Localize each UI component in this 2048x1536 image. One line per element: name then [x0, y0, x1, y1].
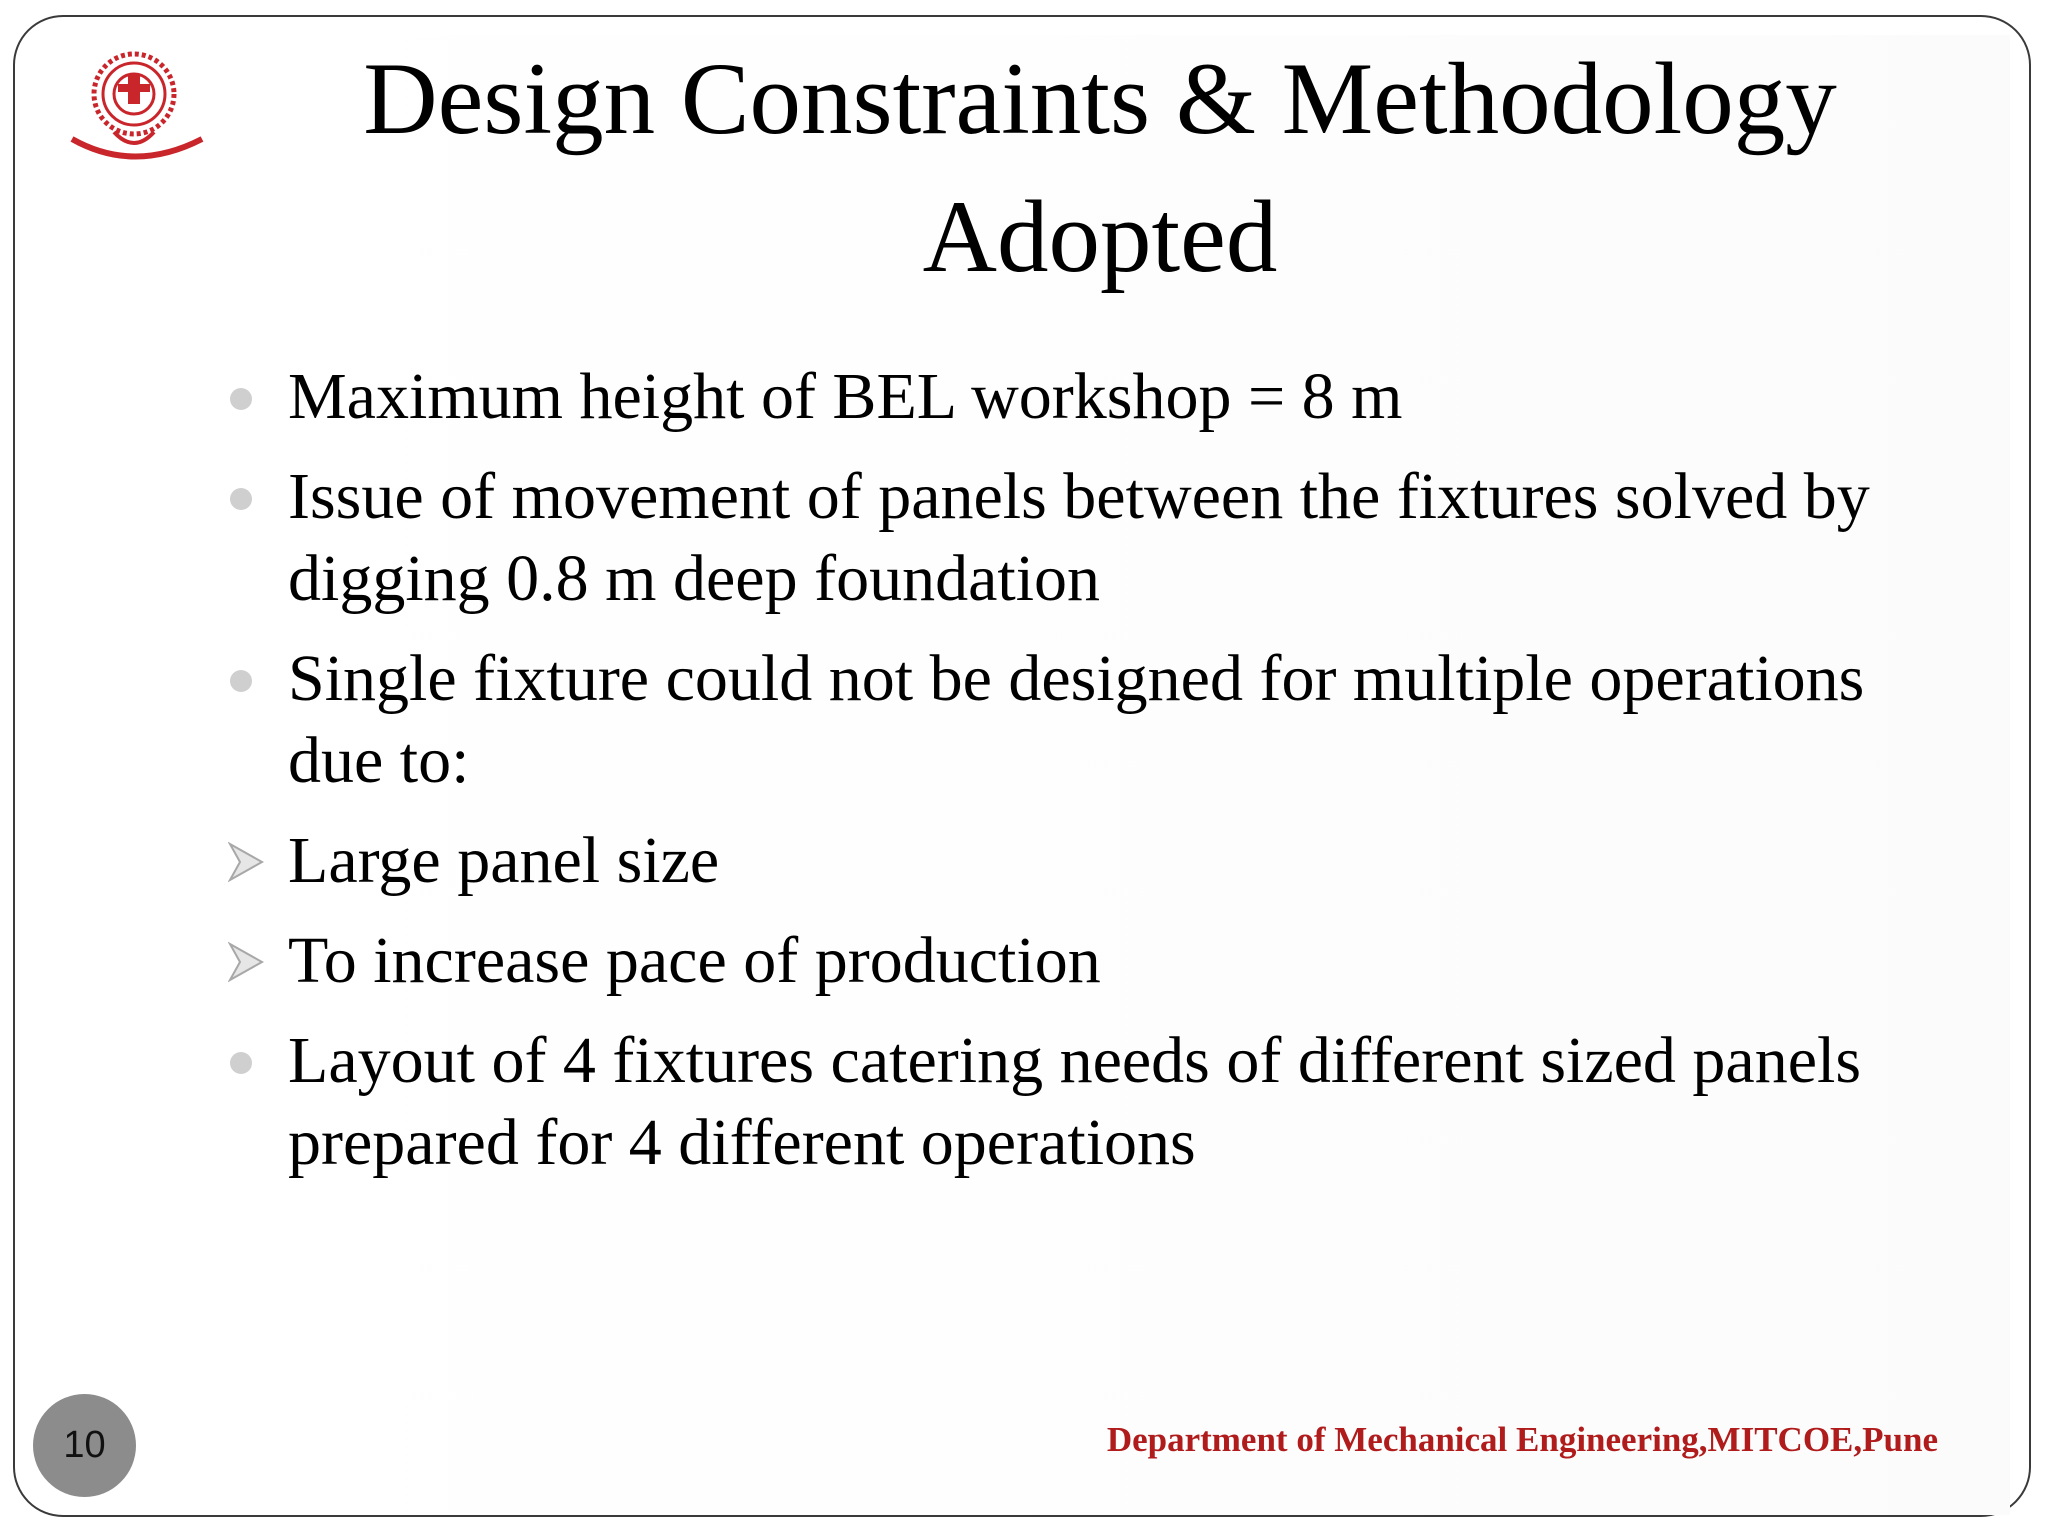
round-bullet-icon — [230, 1052, 252, 1074]
bullet-text: To increase pace of production — [288, 924, 1101, 997]
round-bullet-icon — [230, 488, 252, 510]
list-item — [230, 920, 1950, 1002]
bullet-text: Maximum height of BEL workshop = 8 m — [288, 360, 1403, 433]
arrowhead-bullet-icon — [228, 840, 266, 884]
slide-title — [250, 30, 1950, 306]
list-item — [230, 356, 1950, 438]
bullet-text: Issue of movement of panels between the fixtures solved by digging 0.8 m deep foundation — [288, 460, 1870, 615]
page-number-badge: 10 — [33, 1394, 136, 1497]
list-item — [230, 456, 1950, 620]
bullet-text: Layout of 4 fixtures catering needs of different sized panels prepared for 4 different operations — [288, 1024, 1862, 1179]
title-line-2: Adopted — [922, 180, 1278, 294]
list-item — [230, 820, 1950, 902]
arrowhead-bullet-icon — [228, 940, 266, 984]
institute-emblem-logo — [62, 44, 212, 164]
bullet-text: Large panel size — [288, 824, 720, 897]
list-item — [230, 1020, 1950, 1184]
list-item — [230, 638, 1950, 802]
bullet-text: Single fixture could not be designed for multiple operations due to: — [288, 642, 1865, 797]
round-bullet-icon — [230, 670, 252, 692]
footer-department: Department of Mechanical Engineering,MITCOE,Pune — [1106, 1420, 1938, 1459]
round-bullet-icon — [230, 388, 252, 410]
title-line-1: Design Constraints & Methodology — [363, 42, 1837, 156]
bullet-list — [230, 356, 1950, 1202]
